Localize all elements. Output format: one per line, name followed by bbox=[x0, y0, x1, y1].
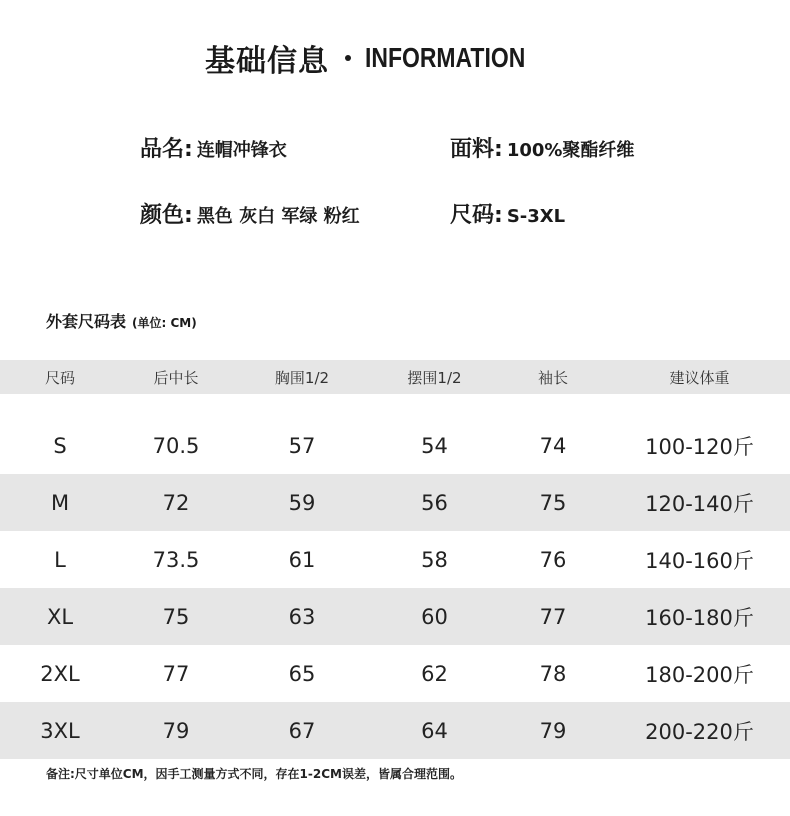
header-cell: 摆围1/2 bbox=[407, 368, 462, 387]
table-row bbox=[0, 645, 790, 702]
table-cell: 79 bbox=[162, 718, 190, 743]
table-cell: 200-220斤 bbox=[645, 719, 754, 744]
info-fabric bbox=[450, 132, 634, 163]
size-label: 尺码: bbox=[450, 203, 503, 228]
table-caption bbox=[46, 309, 197, 332]
table-cell: 3XL bbox=[40, 718, 80, 743]
table-cell: 79 bbox=[539, 718, 567, 743]
info-size bbox=[450, 198, 565, 229]
table-cell: 78 bbox=[539, 661, 567, 686]
table-cell: 75 bbox=[162, 604, 190, 629]
table-cell: 64 bbox=[421, 718, 448, 743]
info-color bbox=[140, 198, 450, 229]
table-cell: 180-200斤 bbox=[645, 662, 754, 687]
table-cell: 59 bbox=[288, 490, 316, 515]
table-cell: 58 bbox=[421, 547, 448, 572]
table-spacer bbox=[0, 394, 790, 417]
table-cell: 60 bbox=[421, 604, 448, 629]
product-value: 连帽冲锋衣 bbox=[196, 140, 287, 161]
table-cell: 77 bbox=[539, 604, 567, 629]
table-cell: 67 bbox=[288, 718, 316, 743]
table-row bbox=[0, 474, 790, 531]
header-cell: 尺码 bbox=[44, 368, 75, 387]
info-product bbox=[140, 132, 450, 163]
table-cell: 100-120斤 bbox=[645, 434, 754, 459]
table-header-row bbox=[0, 360, 790, 394]
fabric-label: 面料: bbox=[450, 137, 503, 162]
table-cell: 62 bbox=[421, 661, 448, 686]
table-cell: XL bbox=[46, 604, 74, 629]
table-cell: 61 bbox=[288, 547, 316, 572]
table-cell: 77 bbox=[162, 661, 190, 686]
table-cell: 63 bbox=[288, 604, 316, 629]
header-cell: 建议体重 bbox=[669, 368, 730, 387]
table-caption-unit: (单位: CM) bbox=[132, 316, 197, 330]
table-cell: 73.5 bbox=[152, 547, 200, 572]
table-row bbox=[0, 588, 790, 645]
table-cell: 65 bbox=[288, 661, 316, 686]
table-cell: 2XL bbox=[40, 661, 80, 686]
table-cell: 140-160斤 bbox=[645, 548, 754, 573]
fabric-value: 100%聚酯纤维 bbox=[506, 140, 635, 161]
size-chart-table bbox=[0, 360, 790, 759]
table-cell: 74 bbox=[539, 433, 567, 458]
header-cell: 后中长 bbox=[153, 368, 199, 387]
title-english: INFORMATION bbox=[365, 42, 526, 73]
footnote: 备注:尺寸单位CM，因手工测量方式不同，存在1-2CM误差，皆属合理范围。 bbox=[46, 767, 462, 781]
header-cell: 胸围1/2 bbox=[274, 368, 330, 387]
product-label: 品名: bbox=[140, 137, 193, 162]
table-cell: 160-180斤 bbox=[645, 605, 754, 630]
size-value: S-3XL bbox=[506, 206, 566, 227]
table-cell: 54 bbox=[421, 433, 448, 458]
table-cell: 72 bbox=[162, 490, 190, 515]
table-cell: S bbox=[53, 433, 67, 458]
table-cell: 120-140斤 bbox=[645, 491, 754, 516]
header-cell: 袖长 bbox=[537, 368, 568, 387]
info-row-color bbox=[140, 198, 700, 229]
table-cell: 75 bbox=[539, 490, 567, 515]
info-row-product bbox=[140, 132, 700, 163]
table-row bbox=[0, 417, 790, 474]
page-title bbox=[0, 36, 790, 80]
color-value: 黑色 灰白 军绿 粉红 bbox=[196, 206, 360, 227]
table-row bbox=[0, 702, 790, 759]
table-cell: 70.5 bbox=[152, 433, 200, 458]
color-label: 颜色: bbox=[140, 203, 193, 228]
table-cell: M bbox=[50, 490, 70, 515]
table-cell: 57 bbox=[288, 433, 316, 458]
title-chinese: 基础信息 bbox=[205, 44, 329, 79]
table-cell: 56 bbox=[421, 490, 448, 515]
table-cell: L bbox=[54, 547, 66, 572]
title-separator-dot bbox=[345, 55, 351, 61]
table-row bbox=[0, 531, 790, 588]
table-caption-title: 外套尺码表 bbox=[46, 312, 127, 331]
table-cell: 76 bbox=[539, 547, 567, 572]
